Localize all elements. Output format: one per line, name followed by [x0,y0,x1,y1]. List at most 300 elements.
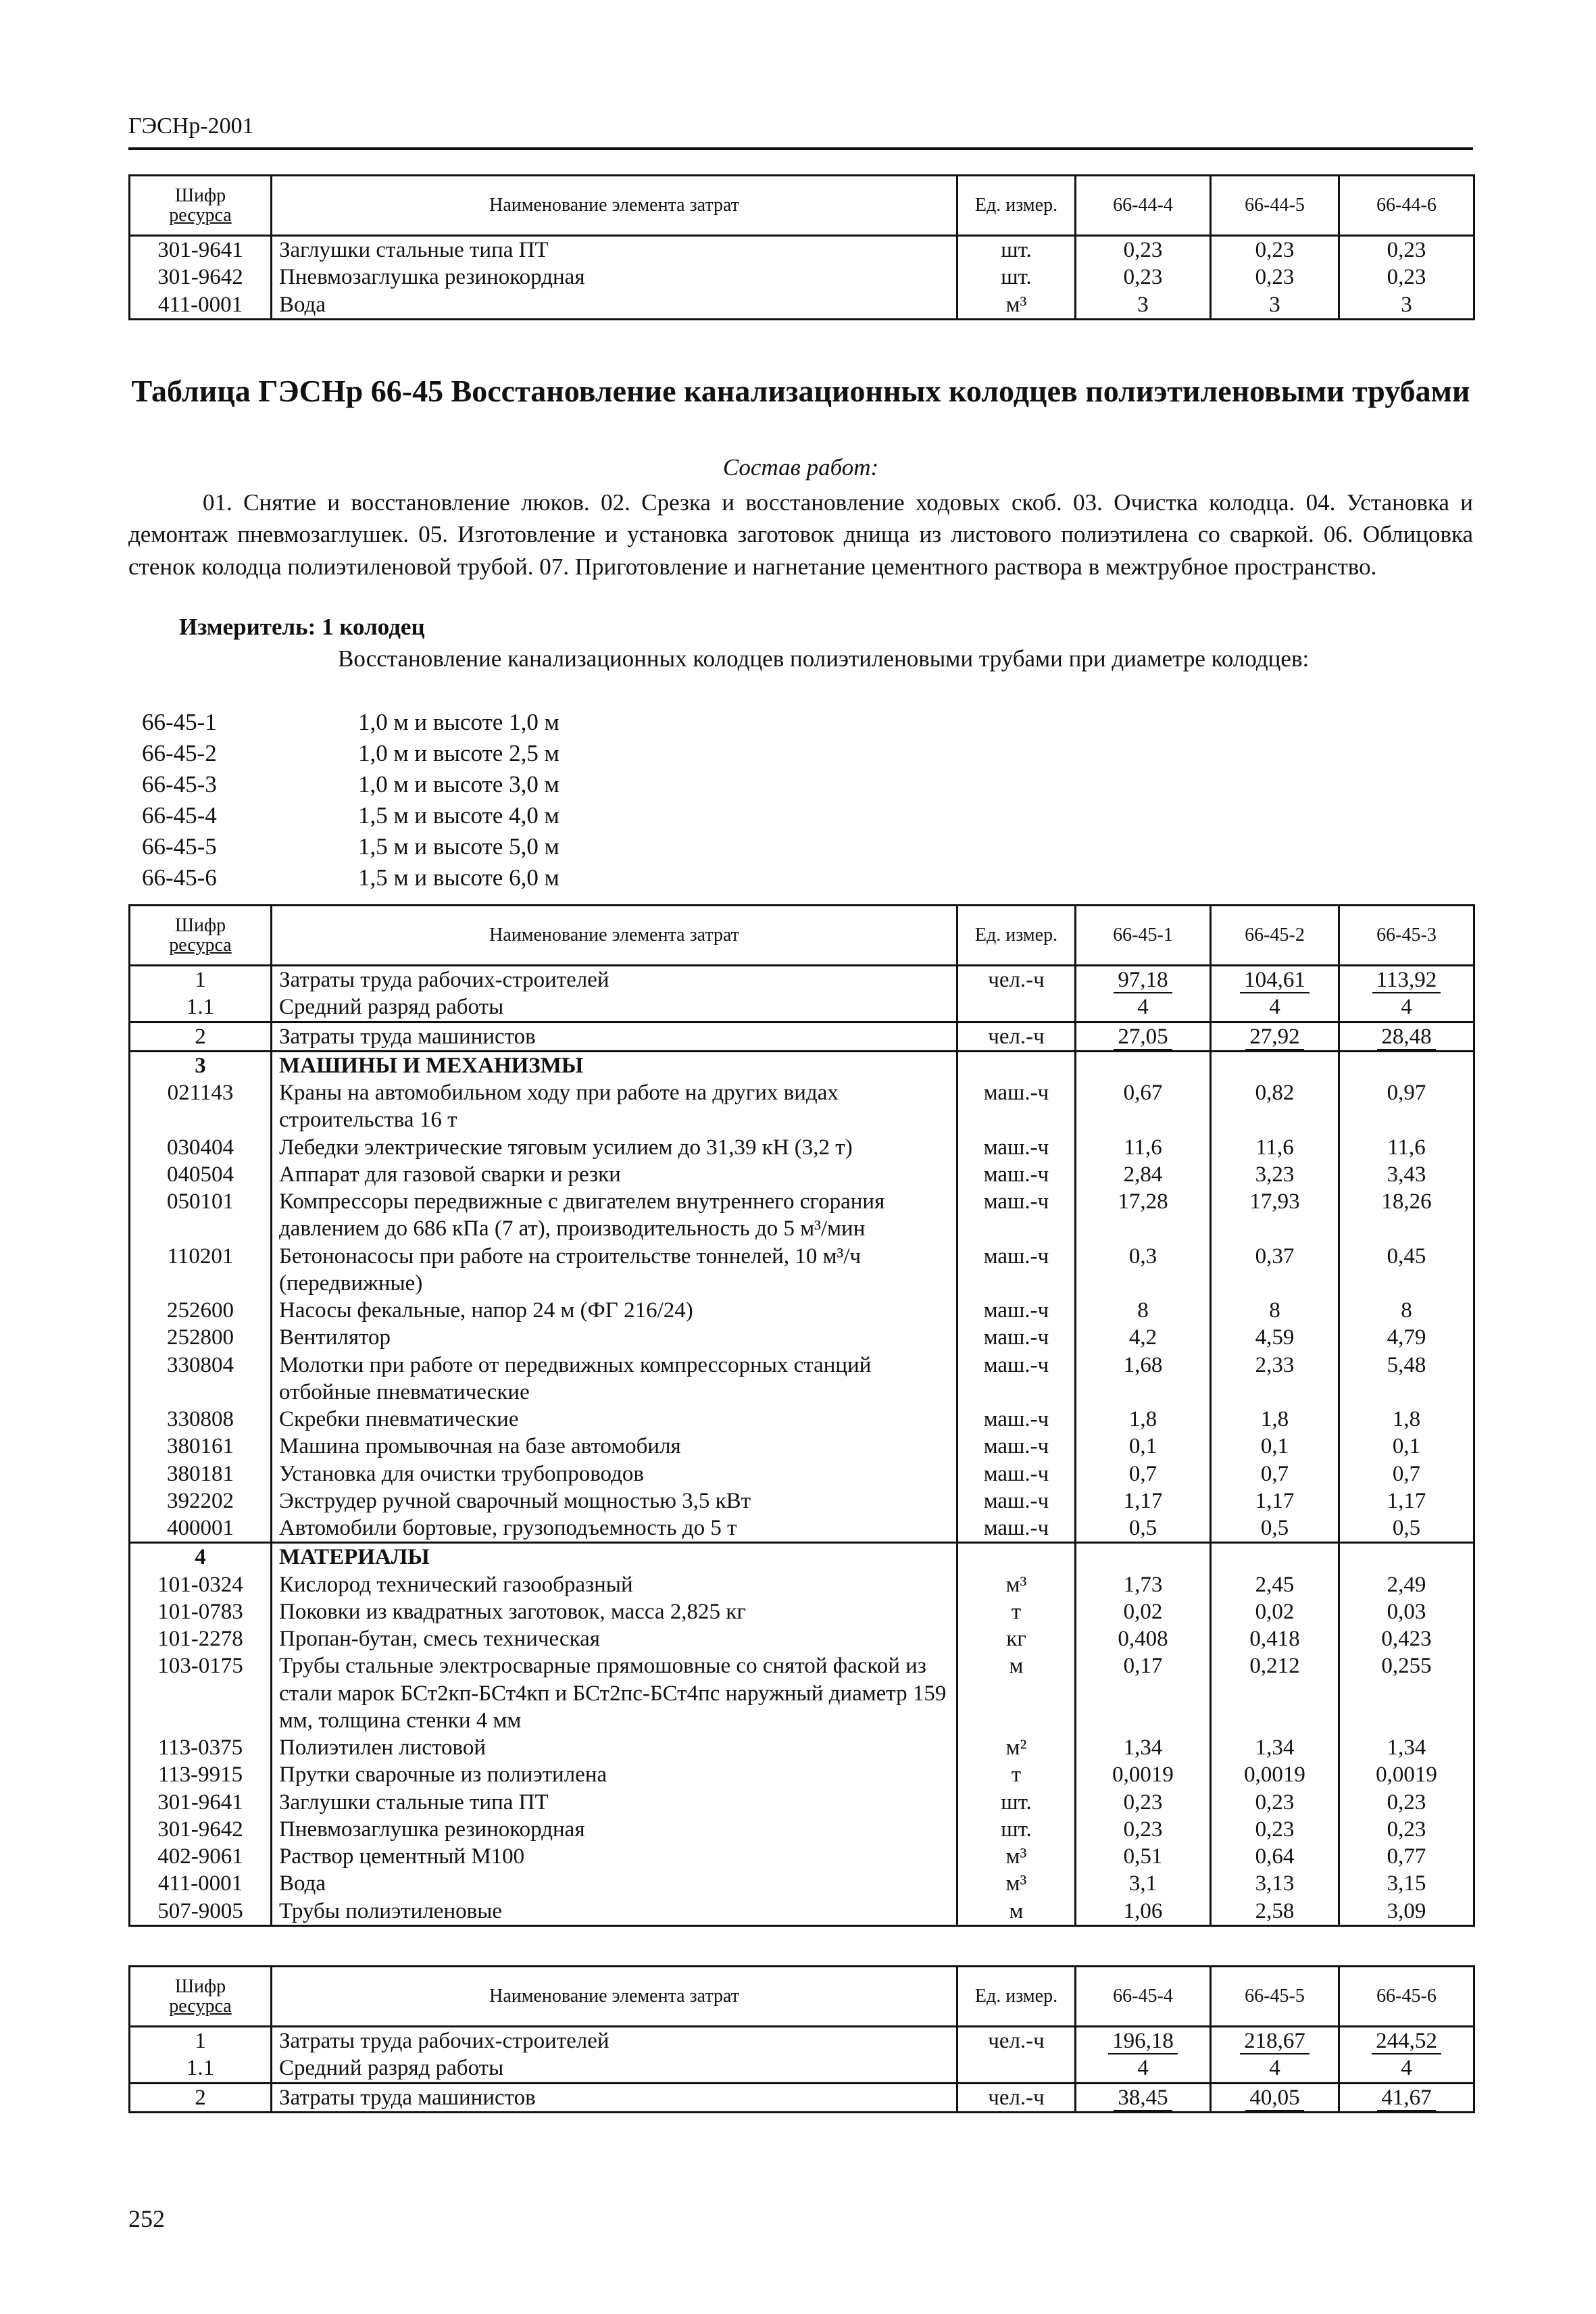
table-row [130,264,1474,291]
resource-value: 0,5 [1211,1515,1339,1543]
resource-value: 0,423 [1339,1625,1474,1652]
resource-value-text: 244,52 [1372,2029,1441,2054]
resource-value: 4 [1076,2054,1211,2083]
resource-value: 0,7 [1211,1460,1339,1487]
resource-code: 1.1 [130,993,272,1022]
resource-value: 0,17 [1076,1652,1211,1734]
resource-unit: чел.-ч [957,966,1076,994]
resource-value-text: 27,92 [1245,1025,1303,1050]
resource-value [1076,1022,1211,1051]
table-row [130,1898,1474,1926]
resource-unit [957,1543,1076,1571]
resource-value: 0,0019 [1339,1761,1474,1788]
resource-code: 040504 [130,1161,272,1188]
table-row [130,1870,1474,1897]
resource-value: 0,23 [1076,1816,1211,1843]
resource-value: 4 [1211,993,1339,1022]
resource-name: Пневмозаглушка резинокордная [272,264,957,291]
resource-value [1076,1051,1211,1079]
resource-name: Вода [272,1870,957,1897]
header-variant: 66-44-5 [1211,176,1339,236]
resource-unit: м [957,1898,1076,1926]
variant-item [142,800,559,831]
resource-code: 380181 [130,1460,272,1487]
table-row [130,236,1474,264]
resource-table [128,174,1475,320]
resource-code: 113-9915 [130,1761,272,1788]
resource-value: 1,8 [1339,1406,1474,1433]
resource-value: 17,93 [1211,1188,1339,1243]
table-row [130,1134,1474,1161]
table-row [130,1789,1474,1816]
header-code-line1: Шифр [174,184,226,206]
resource-value: 0,255 [1339,1652,1474,1734]
resource-unit: маш.-ч [957,1134,1076,1161]
resource-unit: чел.-ч [957,2027,1076,2055]
resource-value: 0,23 [1339,1789,1474,1816]
resource-name: Затраты труда рабочих-строителей [272,966,957,994]
resource-value: 0,03 [1339,1598,1474,1625]
resource-unit: шт. [957,236,1076,264]
variant-text: 1,5 м и высоте 4,0 м [358,802,559,829]
variant-text: 1,5 м и высоте 6,0 м [358,864,559,891]
resource-code: 301-9642 [130,264,272,291]
resource-name: Установка для очистки трубопроводов [272,1460,957,1487]
variant-text: 1,5 м и высоте 5,0 м [358,833,559,860]
resource-code: 252800 [130,1324,272,1351]
variant-item [142,862,559,893]
resource-value: 0,97 [1339,1079,1474,1134]
resource-unit: маш.-ч [957,1324,1076,1351]
resource-value [1339,1022,1474,1051]
header-code-line2: ресурса [169,1996,232,2017]
resource-value: 11,6 [1076,1134,1211,1161]
resource-code: 411-0001 [130,291,272,320]
resource-value: 0,1 [1076,1433,1211,1460]
resource-unit: маш.-ч [957,1515,1076,1543]
resource-value: 0,0019 [1076,1761,1211,1788]
table-row [130,1543,1474,1571]
resource-unit: шт. [957,1816,1076,1843]
variant-code: 66-45-6 [142,864,217,891]
resource-name: Поковки из квадратных заготовок, масса 2,825 кг [272,1598,957,1625]
resource-name: Молотки при работе от передвижных компрессорных станций отбойные пневматические [272,1352,957,1406]
resource-unit [957,993,1076,1022]
resource-value: 2,84 [1076,1161,1211,1188]
resource-code: 050101 [130,1188,272,1243]
resource-value [1076,2083,1211,2112]
resource-value-text: 104,61 [1240,968,1310,993]
table-row [130,1406,1474,1433]
variant-code: 66-45-2 [142,740,217,766]
table-row [130,1816,1474,1843]
header-code-line1: Шифр [174,1975,226,1997]
resource-value [1211,1543,1339,1571]
resource-name: Аппарат для газовой сварки и резки [272,1161,957,1188]
resource-value: 3,43 [1339,1161,1474,1188]
resource-code: 402-9061 [130,1843,272,1870]
resource-unit: м³ [957,1870,1076,1897]
resource-value: 0,23 [1339,1816,1474,1843]
resource-name: Вода [272,291,957,320]
resource-code: 301-9641 [130,236,272,264]
resource-value [1211,1051,1339,1079]
header-code-line2: ресурса [169,935,232,956]
header-variant: 66-45-6 [1339,1967,1474,2027]
resource-value: 2,33 [1211,1352,1339,1406]
resource-value: 0,82 [1211,1079,1339,1134]
resource-unit: маш.-ч [957,1406,1076,1433]
table-row [130,1022,1474,1051]
resource-code: 103-0175 [130,1652,272,1734]
resource-value: 0,23 [1076,1789,1211,1816]
resource-value: 3,1 [1076,1870,1211,1897]
resource-unit: маш.-ч [957,1460,1076,1487]
resource-value [1339,1543,1474,1571]
resource-code: 113-0375 [130,1734,272,1761]
resource-value: 0,23 [1339,236,1474,264]
resource-unit: м³ [957,291,1076,320]
table-row [130,1761,1474,1788]
resource-value: 1,73 [1076,1571,1211,1598]
header-variant: 66-45-2 [1211,906,1339,966]
resource-value-text: 97,18 [1114,968,1172,993]
variant-item [142,707,559,738]
resource-value [1211,2083,1339,2112]
works-label: Состав работ: [722,454,879,481]
header-unit: Ед. измер. [957,176,1076,236]
resource-value: 1,34 [1339,1734,1474,1761]
header-variant: 66-45-1 [1076,906,1211,966]
resource-unit: м³ [957,1571,1076,1598]
resource-value: 0,408 [1076,1625,1211,1652]
header-code [130,176,272,236]
resource-name: Затраты труда машинистов [272,1022,957,1051]
resource-value: 0,02 [1076,1598,1211,1625]
resource-value [1339,966,1474,994]
resource-code: 301-9642 [130,1816,272,1843]
resource-code: 400001 [130,1515,272,1543]
resource-name: Средний разряд работы [272,993,957,1022]
resource-value [1076,2027,1211,2055]
table-row [130,1460,1474,1487]
table-row [130,1352,1474,1406]
resource-value: 1,06 [1076,1898,1211,1926]
resource-name: МАШИНЫ И МЕХАНИЗМЫ [272,1051,957,1079]
resource-value: 0,5 [1339,1515,1474,1543]
variant-text: 1,0 м и высоте 2,5 м [358,740,559,766]
resource-code: 2 [130,2083,272,2112]
resource-value: 0,3 [1076,1243,1211,1298]
resource-code: 507-9005 [130,1898,272,1926]
resource-value: 11,6 [1339,1134,1474,1161]
table-row [130,1515,1474,1543]
resource-name: Раствор цементный М100 [272,1843,957,1870]
resource-code: 301-9641 [130,1789,272,1816]
resource-unit: маш.-ч [957,1433,1076,1460]
resource-value: 4 [1211,2054,1339,2083]
resource-value: 0,1 [1211,1433,1339,1460]
resource-value: 0,23 [1076,264,1211,291]
resource-value: 11,6 [1211,1134,1339,1161]
resource-name: Прутки сварочные из полиэтилена [272,1761,957,1788]
resource-code: 101-0324 [130,1571,272,1598]
running-head: ГЭСНр-2001 [128,114,1473,150]
table-row [130,1188,1474,1243]
header-unit: Ед. измер. [957,906,1076,966]
resource-name: Бетононасосы при работе на строительстве тоннелей, 10 м³/ч (передвижные) [272,1243,957,1298]
resource-name: Краны на автомобильном ходу при работе на других видах строительства 16 т [272,1079,957,1134]
resource-name: Экструдер ручной сварочный мощностью 3,5 кВт [272,1487,957,1515]
resource-value [1339,1051,1474,1079]
resource-code: 411-0001 [130,1870,272,1897]
resource-unit: маш.-ч [957,1487,1076,1515]
table-row [130,1079,1474,1134]
resource-value: 1,8 [1076,1406,1211,1433]
resource-value-text: 27,05 [1114,1025,1172,1050]
resource-value: 4,59 [1211,1324,1339,1351]
variant-item [142,831,559,862]
resource-value: 5,48 [1339,1352,1474,1406]
variant-code: 66-45-1 [142,709,217,735]
resource-value: 3 [1339,291,1474,320]
resource-value: 0,45 [1339,1243,1474,1298]
resource-code: 392202 [130,1487,272,1515]
variant-item [142,738,559,769]
resource-table [128,904,1475,1927]
resource-value: 0,5 [1076,1515,1211,1543]
variant-code: 66-45-3 [142,771,217,797]
resource-value: 2,49 [1339,1571,1474,1598]
resource-name: Насосы фекальные, напор 24 м (ФГ 216/24) [272,1297,957,1324]
resource-code: 1 [130,966,272,994]
resource-value: 0,51 [1076,1843,1211,1870]
resource-value: 4,2 [1076,1324,1211,1351]
header-variant: 66-44-6 [1339,176,1474,236]
resource-unit: м [957,1652,1076,1734]
table-66-45-part1 [128,904,1475,1927]
resource-value: 0,23 [1211,264,1339,291]
table-row [130,1243,1474,1298]
resource-value: 0,23 [1211,1789,1339,1816]
resource-value: 2,58 [1211,1898,1339,1926]
resource-value: 0,23 [1076,236,1211,264]
resource-code: 021143 [130,1079,272,1134]
header-variant: 66-45-5 [1211,1967,1339,2027]
resource-value: 0,1 [1339,1433,1474,1460]
resource-value: 0,23 [1339,264,1474,291]
resource-value: 0,212 [1211,1652,1339,1734]
resource-unit: т [957,1598,1076,1625]
resource-value: 4 [1076,993,1211,1022]
resource-unit: маш.-ч [957,1297,1076,1324]
resource-value: 0,64 [1211,1843,1339,1870]
resource-name: Пневмозаглушка резинокордная [272,1816,957,1843]
resource-value: 4 [1339,2054,1474,2083]
resource-value-text: 218,67 [1240,2029,1310,2054]
resource-value [1076,1543,1211,1571]
resource-name: Компрессоры передвижные с двигателем внутреннего сгорания давлением до 686 кПа (7 ат), производительность до 5 м³/мин [272,1188,957,1243]
table-row [130,1598,1474,1625]
resource-value: 1,8 [1211,1406,1339,1433]
resource-value: 3,15 [1339,1870,1474,1897]
resource-value: 4 [1339,993,1474,1022]
table-row [130,1324,1474,1351]
resource-name: Средний разряд работы [272,2054,957,2083]
header-variant: 66-45-4 [1076,1967,1211,2027]
resource-code: 101-0783 [130,1598,272,1625]
resource-unit: маш.-ч [957,1352,1076,1406]
resource-code: 1 [130,2027,272,2055]
resource-name: Автомобили бортовые, грузоподъемность до 5 т [272,1515,957,1543]
resource-value: 3 [1211,291,1339,320]
resource-value-text: 38,45 [1114,2086,1172,2111]
resource-value: 1,68 [1076,1352,1211,1406]
resource-name: Пропан-бутан, смесь техническая [272,1625,957,1652]
resource-name: Вентилятор [272,1324,957,1351]
works-text: 01. Снятие и восстановление люков. 02. Срезка и восстановление ходовых скоб. 03. Очистка колодца. 04. Установка и демонтаж пневмозаглушек. 05. Изготовление и установка заготовок днища из листового полиэтилена со сваркой. 06. Облицовка стенок колодца полиэтиленовой трубой. 07. Приготовление и нагнетание цементного раствора в межтрубное пространство. [128,489,1473,580]
table-title: Таблица ГЭСНр 66-45 Восстановление канализационных колодцев полиэтиленовыми трубами [131,374,1470,408]
header-variant: 66-45-3 [1339,906,1474,966]
resource-value: 0,77 [1339,1843,1474,1870]
resource-value-text: 196,18 [1108,2029,1178,2054]
resource-name: Затраты труда машинистов [272,2083,957,2112]
table-row [130,1487,1474,1515]
variants-list [142,707,559,893]
table-row [130,1843,1474,1870]
variant-item [142,769,559,800]
resource-unit [957,1051,1076,1079]
table-66-45-part2 [128,1965,1475,2113]
table-row [130,966,1474,994]
resource-value: 3 [1076,291,1211,320]
resource-name: МАТЕРИАЛЫ [272,1543,957,1571]
resource-value [1211,2027,1339,2055]
resource-name: Трубы стальные электросварные прямошовные со снятой фаской из стали марок БСт2кп-БСт4кп и БСт2пс-БСт4пс наружный диаметр 159 мм, толщина стенки 4 мм [272,1652,957,1734]
resource-code: 252600 [130,1297,272,1324]
resource-unit: м³ [957,1843,1076,1870]
resource-value: 1,17 [1211,1487,1339,1515]
resource-name: Трубы полиэтиленовые [272,1898,957,1926]
resource-name: Затраты труда рабочих-строителей [272,2027,957,2055]
table-66-44-tail [128,174,1475,320]
resource-code: 030404 [130,1134,272,1161]
resource-name: Заглушки стальные типа ПТ [272,1789,957,1816]
resource-unit: чел.-ч [957,2083,1076,2112]
resource-value [1339,2027,1474,2055]
resource-unit: шт. [957,264,1076,291]
resource-value-text: 113,92 [1372,968,1441,993]
resource-unit [957,2054,1076,2083]
variant-code: 66-45-4 [142,802,217,829]
resource-code: 101-2278 [130,1625,272,1652]
header-code-line1: Шифр [174,914,226,936]
header-code-line2: ресурса [169,205,232,226]
resource-value: 0,23 [1211,236,1339,264]
resource-name: Заглушки стальные типа ПТ [272,236,957,264]
header-name: Наименование элемента затрат [272,906,957,966]
resource-value: 1,34 [1211,1734,1339,1761]
resource-name: Скребки пневматические [272,1406,957,1433]
table-row [130,1433,1474,1460]
resource-value: 4,79 [1339,1324,1474,1351]
resource-unit: маш.-ч [957,1188,1076,1243]
resource-code: 1.1 [130,2054,272,2083]
table-row [130,2054,1474,2083]
table-row [130,1297,1474,1324]
header-name: Наименование элемента затрат [272,1967,957,2027]
resource-name: Машина промывочная на базе автомобиля [272,1433,957,1460]
table-row [130,1652,1474,1734]
header-code [130,1967,272,2027]
table-row [130,1161,1474,1188]
resource-unit: шт. [957,1789,1076,1816]
resource-value: 0,67 [1076,1079,1211,1134]
resource-value: 17,28 [1076,1188,1211,1243]
header-variant: 66-44-4 [1076,176,1211,236]
resource-name: Лебедки электрические тяговым усилием до 31,39 кН (3,2 т) [272,1134,957,1161]
resource-value [1211,1022,1339,1051]
resource-value: 0,418 [1211,1625,1339,1652]
resource-value: 3,13 [1211,1870,1339,1897]
resource-name: Кислород технический газообразный [272,1571,957,1598]
resource-unit: маш.-ч [957,1243,1076,1298]
resource-value [1076,966,1211,994]
resource-code: 330804 [130,1352,272,1406]
resource-code: 380161 [130,1433,272,1460]
intro-text: Восстановление канализационных колодцев полиэтиленовыми трубами при диаметре колодцев: [338,645,1310,672]
table-row [130,1051,1474,1079]
header-code [130,906,272,966]
variant-text: 1,0 м и высоте 3,0 м [358,771,559,797]
resource-code: 3 [130,1051,272,1079]
resource-unit: маш.-ч [957,1161,1076,1188]
resource-value: 8 [1211,1297,1339,1324]
table-row [130,291,1474,320]
resource-value: 1,34 [1076,1734,1211,1761]
resource-value [1211,966,1339,994]
resource-value: 18,26 [1339,1188,1474,1243]
table-row [130,993,1474,1022]
resource-value-text: 40,05 [1245,2086,1303,2111]
resource-value: 0,23 [1211,1816,1339,1843]
resource-code: 110201 [130,1243,272,1298]
table-row [130,1734,1474,1761]
table-row [130,2027,1474,2055]
table-row [130,1625,1474,1652]
resource-value: 0,7 [1076,1460,1211,1487]
resource-value: 0,02 [1211,1598,1339,1625]
resource-value-text: 28,48 [1377,1025,1435,1050]
page-number: 252 [128,2205,165,2232]
resource-code: 4 [130,1543,272,1571]
resource-value: 0,7 [1339,1460,1474,1487]
resource-code: 2 [130,1022,272,1051]
resource-unit: т [957,1761,1076,1788]
resource-unit: кг [957,1625,1076,1652]
resource-unit: маш.-ч [957,1079,1076,1134]
resource-value: 1,17 [1339,1487,1474,1515]
resource-value: 8 [1339,1297,1474,1324]
variant-text: 1,0 м и высоте 1,0 м [358,709,559,735]
header-unit: Ед. измер. [957,1967,1076,2027]
resource-unit: чел.-ч [957,1022,1076,1051]
resource-unit: м² [957,1734,1076,1761]
header-name: Наименование элемента затрат [272,176,957,236]
resource-value: 8 [1076,1297,1211,1324]
variant-code: 66-45-5 [142,833,217,860]
resource-value: 2,45 [1211,1571,1339,1598]
